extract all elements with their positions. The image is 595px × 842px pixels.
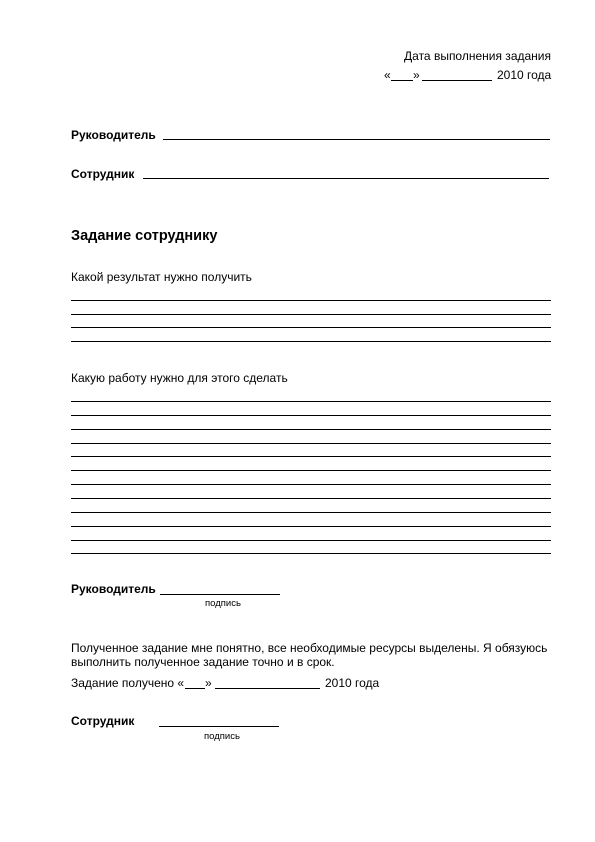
manager-signature-label: Руководитель xyxy=(71,582,156,596)
result-answer-line[interactable] xyxy=(71,314,551,315)
work-answer-line[interactable] xyxy=(71,429,551,430)
work-answer-line[interactable] xyxy=(71,470,551,471)
manager-label: Руководитель xyxy=(71,128,156,142)
date-year: 2010 года xyxy=(497,68,552,82)
received-year: 2010 года xyxy=(325,676,380,690)
work-answer-line[interactable] xyxy=(71,484,551,485)
manager-signature-line[interactable] xyxy=(160,594,280,595)
received-close-quote: » xyxy=(205,676,212,690)
work-answer-line[interactable] xyxy=(71,415,551,416)
work-answer-line[interactable] xyxy=(71,553,551,554)
acknowledgement-text: Полученное задание мне понятно, все необходимые ресурсы выделены. Я обязуюсь выполнить полученное задание точно и в срок. xyxy=(71,641,548,669)
work-answer-line[interactable] xyxy=(71,443,551,444)
manager-signature-caption: подпись xyxy=(205,598,241,609)
manager-field-line[interactable] xyxy=(163,139,550,140)
received-label: Задание получено « xyxy=(71,676,185,690)
work-answer-line[interactable] xyxy=(71,401,551,402)
day-blank-line[interactable] xyxy=(391,80,413,81)
result-question: Какой результат нужно получить xyxy=(71,270,252,284)
employee-field-line[interactable] xyxy=(143,178,549,179)
work-answer-line[interactable] xyxy=(71,540,551,541)
work-answer-line[interactable] xyxy=(71,526,551,527)
received-month-line[interactable] xyxy=(215,688,320,689)
employee-signature-line[interactable] xyxy=(159,726,279,727)
work-question: Какую работу нужно для этого сделать xyxy=(71,371,288,385)
employee-signature-caption: подпись xyxy=(204,731,240,742)
work-answer-line[interactable] xyxy=(71,498,551,499)
date-close-quote: » xyxy=(413,68,420,82)
month-blank-line[interactable] xyxy=(422,80,492,81)
work-answer-line[interactable] xyxy=(71,512,551,513)
result-answer-line[interactable] xyxy=(71,300,551,301)
result-answer-line[interactable] xyxy=(71,341,551,342)
employee-signature-label: Сотрудник xyxy=(71,714,135,728)
work-answer-line[interactable] xyxy=(71,456,551,457)
task-title: Задание сотруднику xyxy=(71,228,218,244)
received-day-line[interactable] xyxy=(185,688,205,689)
result-answer-line[interactable] xyxy=(71,327,551,328)
employee-label: Сотрудник xyxy=(71,167,135,181)
date-open-quote: « xyxy=(384,68,391,82)
due-date-label: Дата выполнения задания xyxy=(404,49,551,63)
